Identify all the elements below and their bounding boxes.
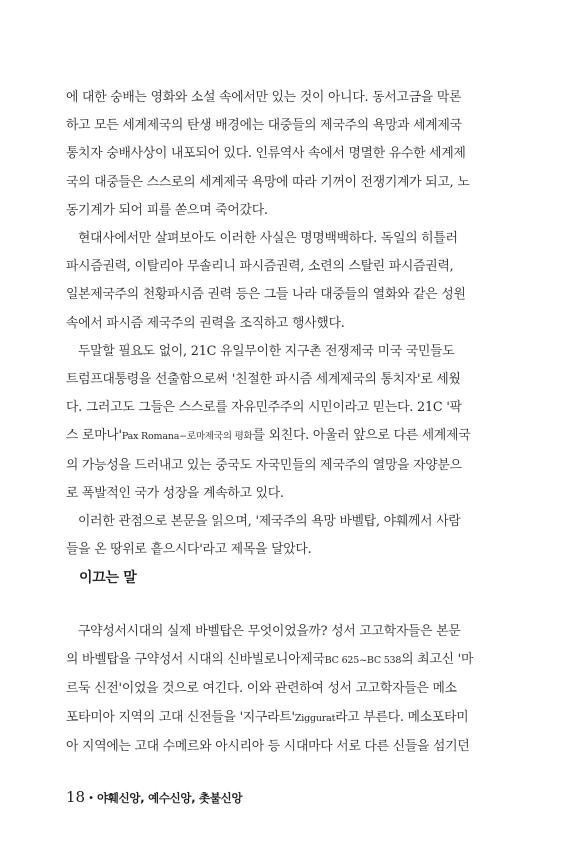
text-line: 현대사에서만 살펴보아도 이러한 사실은 명명백백하다. 독일의 히틀러 <box>78 231 458 247</box>
paragraph-1 <box>66 84 506 225</box>
text-line: 하고 모든 세계제국의 탄생 배경에는 대중들의 제국주의 욕망과 세계제국 <box>66 118 462 134</box>
text-line: 의 가능성을 드러내고 있는 중국도 자국민들의 제국주의 열망을 자양분으 <box>66 457 462 473</box>
text-line: 국의 대중들은 스스로의 세계제국 욕망에 따라 기꺼이 전쟁기계가 되고, 노 <box>66 174 470 190</box>
text-segment: 스 로마나' <box>66 428 122 444</box>
text-line <box>66 422 506 451</box>
text-line <box>66 704 506 733</box>
body-text-section-1 <box>66 84 506 564</box>
text-line: 르둑 신전'이었을 것으로 여긴다. 이와 관련하여 성서 고고학자들은 메소 <box>66 681 457 697</box>
text-line: 들을 온 땅위로 흩으시다'라고 제목을 달았다. <box>66 542 312 558</box>
text-line: 파시즘권력, 이탈리아 무솔리니 파시즘권력, 소련의 스탈린 파시즘권력, <box>66 259 454 275</box>
text-line: 에 대한 숭배는 영화와 소설 속에서만 있는 것이 아니다. 동서고금을 막론 <box>66 90 462 105</box>
section-heading: 이끄는 말 <box>79 570 137 586</box>
text-line: 구약성서시대의 실제 바벨탑은 무엇이었을까? 성서 고고학자들은 본문 <box>78 624 461 639</box>
text-segment: 포타미아 지역의 고대 신전들을 '지구라트' <box>66 709 295 725</box>
inline-annotation: Ziggurat <box>294 712 336 724</box>
text-line: 속에서 파시즘 제국주의 권력을 조직하고 행사했다. <box>66 315 345 331</box>
text-line: 동기계가 되어 피를 쏟으며 죽어갔다. <box>66 202 268 218</box>
text-segment: 라고 부른다. 메소포타미 <box>335 709 469 725</box>
text-line: 로 폭발적인 국가 성장을 계속하고 있다. <box>66 485 284 501</box>
inline-annotation: Pax Romana−로마제국의 평화 <box>121 431 253 443</box>
bullet-separator: • <box>88 793 94 804</box>
paragraph-3 <box>66 338 506 508</box>
text-line: 아 지역에는 고대 수메르와 아시리아 등 시대마다 서로 다른 신들을 섬기던 <box>66 738 470 754</box>
text-line: 일본제국주의 천황파시즘 권력 등은 그들 나라 대중들의 열화와 같은 성원 <box>66 287 466 303</box>
text-line <box>66 646 506 675</box>
paragraph-5 <box>66 618 506 761</box>
body-text-section-2 <box>66 618 506 761</box>
paragraph-4 <box>66 508 506 564</box>
paragraph-2 <box>66 225 506 338</box>
text-segment: 를 외친다. 아울러 앞으로 다른 세계제국 <box>252 428 471 444</box>
text-line: 통치자 숭배사상이 내포되어 있다. 인류역사 속에서 명멸한 유수한 세계제 <box>66 146 466 162</box>
text-segment: 의 바벨탑을 구약성서 시대의 신바빌로니아제국 <box>66 652 325 668</box>
page-number: 18 <box>66 788 86 806</box>
page-footer <box>66 788 242 806</box>
text-segment: 의 최고신 '마 <box>401 652 474 668</box>
text-line: 트럼프대통령을 선출함으로써 '친절한 파시즘 세계제국의 통치자'로 세웠 <box>66 372 461 388</box>
text-line: 이러한 관점으로 본문을 읽으며, '제국주의 욕망 바벨탑, 야훼께서 사람 <box>78 514 461 530</box>
text-line: 다. 그러고도 그들은 스스로를 자유민주주의 시민이라고 믿는다. 21C '팍 <box>66 400 462 416</box>
inline-annotation: BC 625~BC 538 <box>324 655 402 667</box>
text-line: 두말할 필요도 없이, 21C 유일무이한 지구촌 전쟁제국 미국 국민들도 <box>78 343 455 359</box>
running-title: 야훼신앙, 예수신앙, 촛불신앙 <box>97 791 243 805</box>
